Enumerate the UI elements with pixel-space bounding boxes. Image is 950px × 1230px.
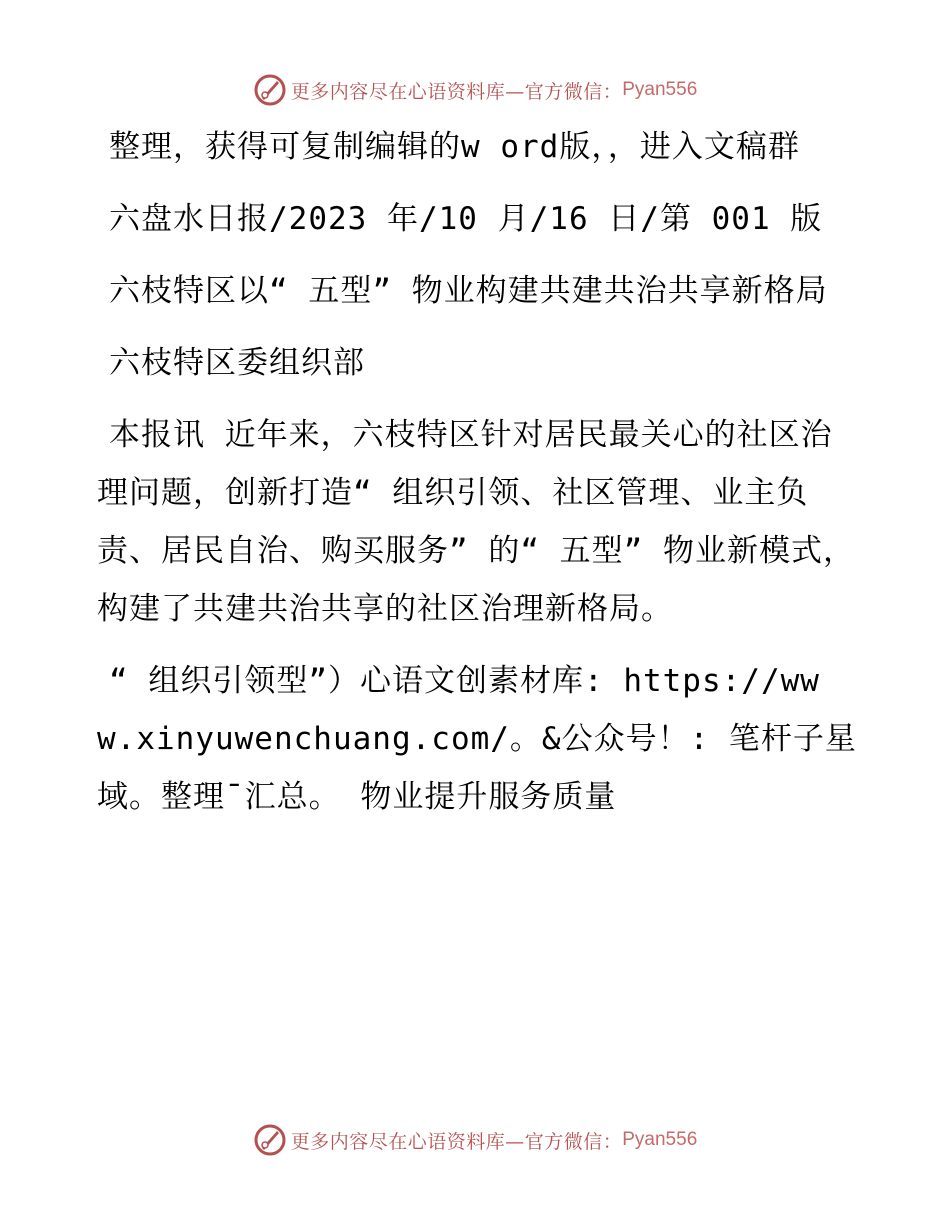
header-watermark (0, 70, 950, 110)
paragraph-source: 六盘水日报/2023 年/10 月/16 日/第 001 版 (109, 201, 823, 237)
article-author: 六枝特区委组织部 (109, 345, 365, 381)
watermark-text: 更多内容尽在心语资料库—官方微信： (290, 80, 623, 103)
paragraph-intro: 整理，获得可复制编辑的w ord版，，进入文稿群 (109, 129, 800, 165)
quill-logo-icon (253, 1123, 287, 1157)
watermark-text: 更多内容尽在心语资料库—官方微信： (290, 1130, 623, 1153)
paragraph-section: “ 组织引领型”）心语文创素材库: https://www.xinyuwenchuang.com/。&公众号！: 笔杆子星域。整理¯汇总。 物业提升服务质量 (97, 663, 857, 815)
paragraph-body: 本报讯 近年来，六枝特区针对居民最关心的社区治理问题，创新打造“ 组织引领、社区管理、业主负责、居民自治、购买服务” 的“ 五型” 物业新模式，构建了共建共治共享的社区治理新格局。 (97, 417, 855, 627)
watermark-wechat-id: Pyan556 (622, 1129, 698, 1150)
document-body (97, 118, 857, 840)
watermark-wechat-id: Pyan556 (622, 79, 698, 100)
quill-logo-icon (253, 73, 287, 107)
article-title: 六枝特区以“ 五型” 物业构建共建共治共享新格局 (109, 273, 828, 309)
footer-watermark (0, 1120, 950, 1160)
